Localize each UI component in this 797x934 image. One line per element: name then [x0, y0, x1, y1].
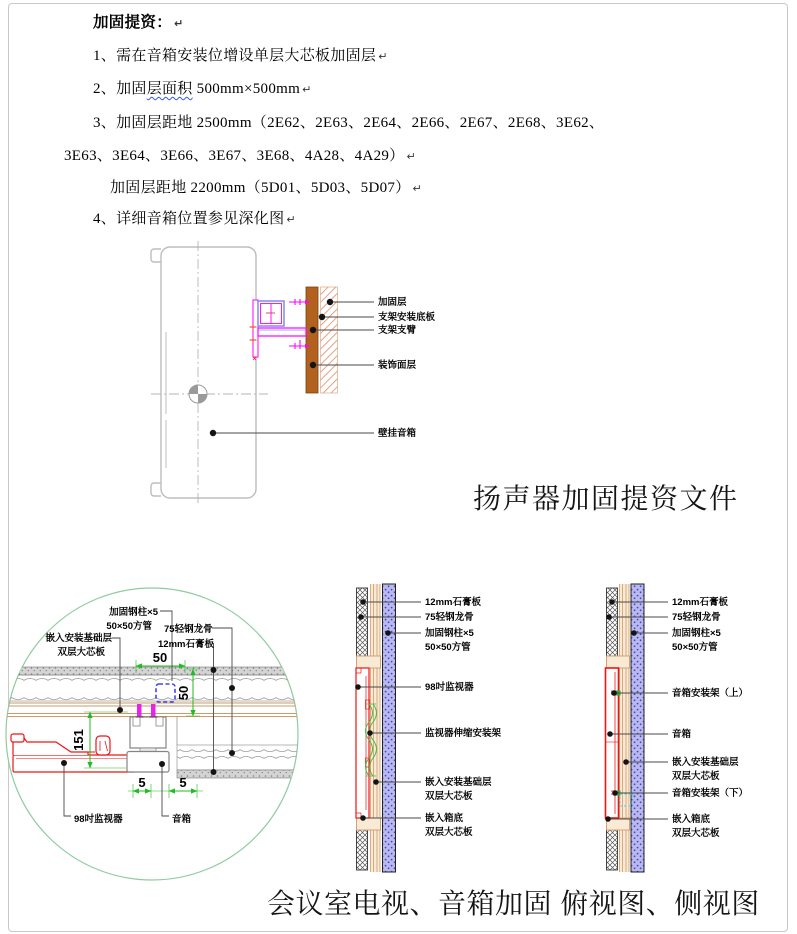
- label-base-layer-2: 双层大芯板: [425, 791, 473, 802]
- doc-line-4-text: 加固层距地 2200mm（5D01、5D03、5D07）: [110, 180, 411, 196]
- label-wall-speaker: 壁挂音箱: [378, 428, 417, 439]
- label-stud: 75轻钢龙骨: [425, 612, 474, 623]
- dim-50-horizontal: 50: [152, 650, 168, 665]
- paragraph-mark: ↵: [174, 17, 184, 30]
- center-target-icon: [189, 385, 207, 403]
- doc-line-5-text: 4、详细音箱位置参见深化图: [93, 211, 285, 227]
- label-monitor: 98吋监视器: [425, 682, 474, 693]
- label-mount-top: 音箱安装架（上）: [672, 688, 749, 699]
- label-steel-column-1: 加固钢柱×5: [672, 628, 721, 639]
- speaker-outline: [151, 247, 256, 498]
- doc-heading-text: 加固提资：: [93, 14, 173, 31]
- label-telescopic-bracket: 监视器伸缩安装架: [425, 728, 502, 739]
- label-speaker: 音箱: [172, 814, 192, 825]
- paragraph-mark: ↵: [378, 50, 388, 63]
- paragraph-mark: ↵: [302, 83, 312, 96]
- label-base-layer-1: 嵌入安装基础层: [45, 633, 112, 644]
- label-steel-column-2: 50×50方管: [672, 642, 718, 653]
- label-steel-column-2: 50×50方管: [425, 642, 471, 653]
- doc-line-1: [93, 47, 388, 67]
- label-monitor: 98吋监视器: [74, 814, 123, 825]
- label-stud: 75轻钢龙骨: [164, 624, 213, 635]
- wall-bracket: [250, 299, 311, 360]
- label-box-bottom-2: 双层大芯板: [672, 828, 720, 839]
- doc-line-2: [93, 80, 312, 100]
- doc-line-3a: [93, 114, 604, 134]
- label-base-layer-1: 嵌入安装基础层: [425, 777, 492, 788]
- label-base-layer-2: 双层大芯板: [57, 647, 105, 658]
- dim-50-vertical: 50: [176, 685, 191, 701]
- reinforce-panel: [306, 287, 318, 393]
- label-box-bottom-1: 嵌入箱底: [672, 814, 711, 825]
- monitor-section-outline: [356, 668, 370, 818]
- label-steel-column-2: 50×50方管: [106, 621, 152, 632]
- label-steel-column-1: 加固钢柱×5: [425, 628, 474, 639]
- label-finish-layer: 装饰面层: [378, 360, 417, 371]
- doc-heading: [93, 13, 184, 33]
- doc-line-5: [93, 210, 296, 230]
- label-box-bottom-2: 双层大芯板: [425, 827, 473, 838]
- detail-circle-diagram: [2, 584, 308, 888]
- label-gypsum: 12mm石膏板: [158, 639, 214, 650]
- doc-line-1-text: 1、需在音箱安装位增设单层大芯板加固层: [93, 48, 377, 64]
- document-title: 扬声器加固提资文件: [473, 483, 739, 514]
- paragraph-mark: ↵: [286, 213, 296, 226]
- label-base-layer-2: 双层大芯板: [672, 771, 720, 782]
- paragraph-mark: ↵: [406, 150, 417, 163]
- paragraph-mark: ↵: [412, 182, 423, 195]
- doc-line-2-wavy: 层面积: [146, 81, 193, 97]
- doc-line-4: [110, 179, 422, 199]
- label-reinforce-layer: 加固层: [378, 297, 407, 308]
- doc-line-3b-text: 3E63、3E64、3E66、3E67、3E68、4A28、4A29）: [64, 148, 405, 164]
- bottom-caption: 会议室电视、音箱加固 俯视图、侧视图: [267, 888, 760, 919]
- label-box-bottom-1: 嵌入箱底: [425, 813, 464, 824]
- doc-line-3a-text: 3、加固层距地 2500mm（2E62、2E63、2E64、2E66、2E67、2E68、3E62、: [93, 115, 605, 131]
- label-mount-bottom: 音箱安装架（下）: [672, 788, 749, 799]
- dim-5-left: 5: [138, 775, 146, 790]
- label-base-layer-1: 嵌入安装基础层: [672, 757, 739, 768]
- doc-line-2-suffix: 500mm×500mm: [192, 81, 301, 97]
- label-speaker: 音箱: [672, 729, 692, 740]
- doc-line-2-prefix: 2、加固: [93, 81, 147, 97]
- dim-5-right: 5: [179, 775, 187, 790]
- speaker-side-view-diagram: [138, 236, 492, 514]
- label-bracket-base-plate: 支架安装底板: [378, 312, 436, 323]
- label-bracket-arm: 支架支臂: [378, 325, 417, 336]
- centerlines: [151, 241, 268, 506]
- monitor-section-diagram: [350, 580, 582, 878]
- label-stud: 75轻钢龙骨: [672, 612, 721, 623]
- label-gypsum: 12mm石膏板: [425, 597, 481, 608]
- speaker-section-diagram: [595, 580, 795, 880]
- doc-line-3b: [64, 147, 416, 167]
- dim-151-vertical: 151: [71, 729, 86, 751]
- label-gypsum: 12mm石膏板: [672, 597, 728, 608]
- label-steel-column-1: 加固钢柱×5: [109, 607, 158, 618]
- leader-lines: [213, 302, 374, 433]
